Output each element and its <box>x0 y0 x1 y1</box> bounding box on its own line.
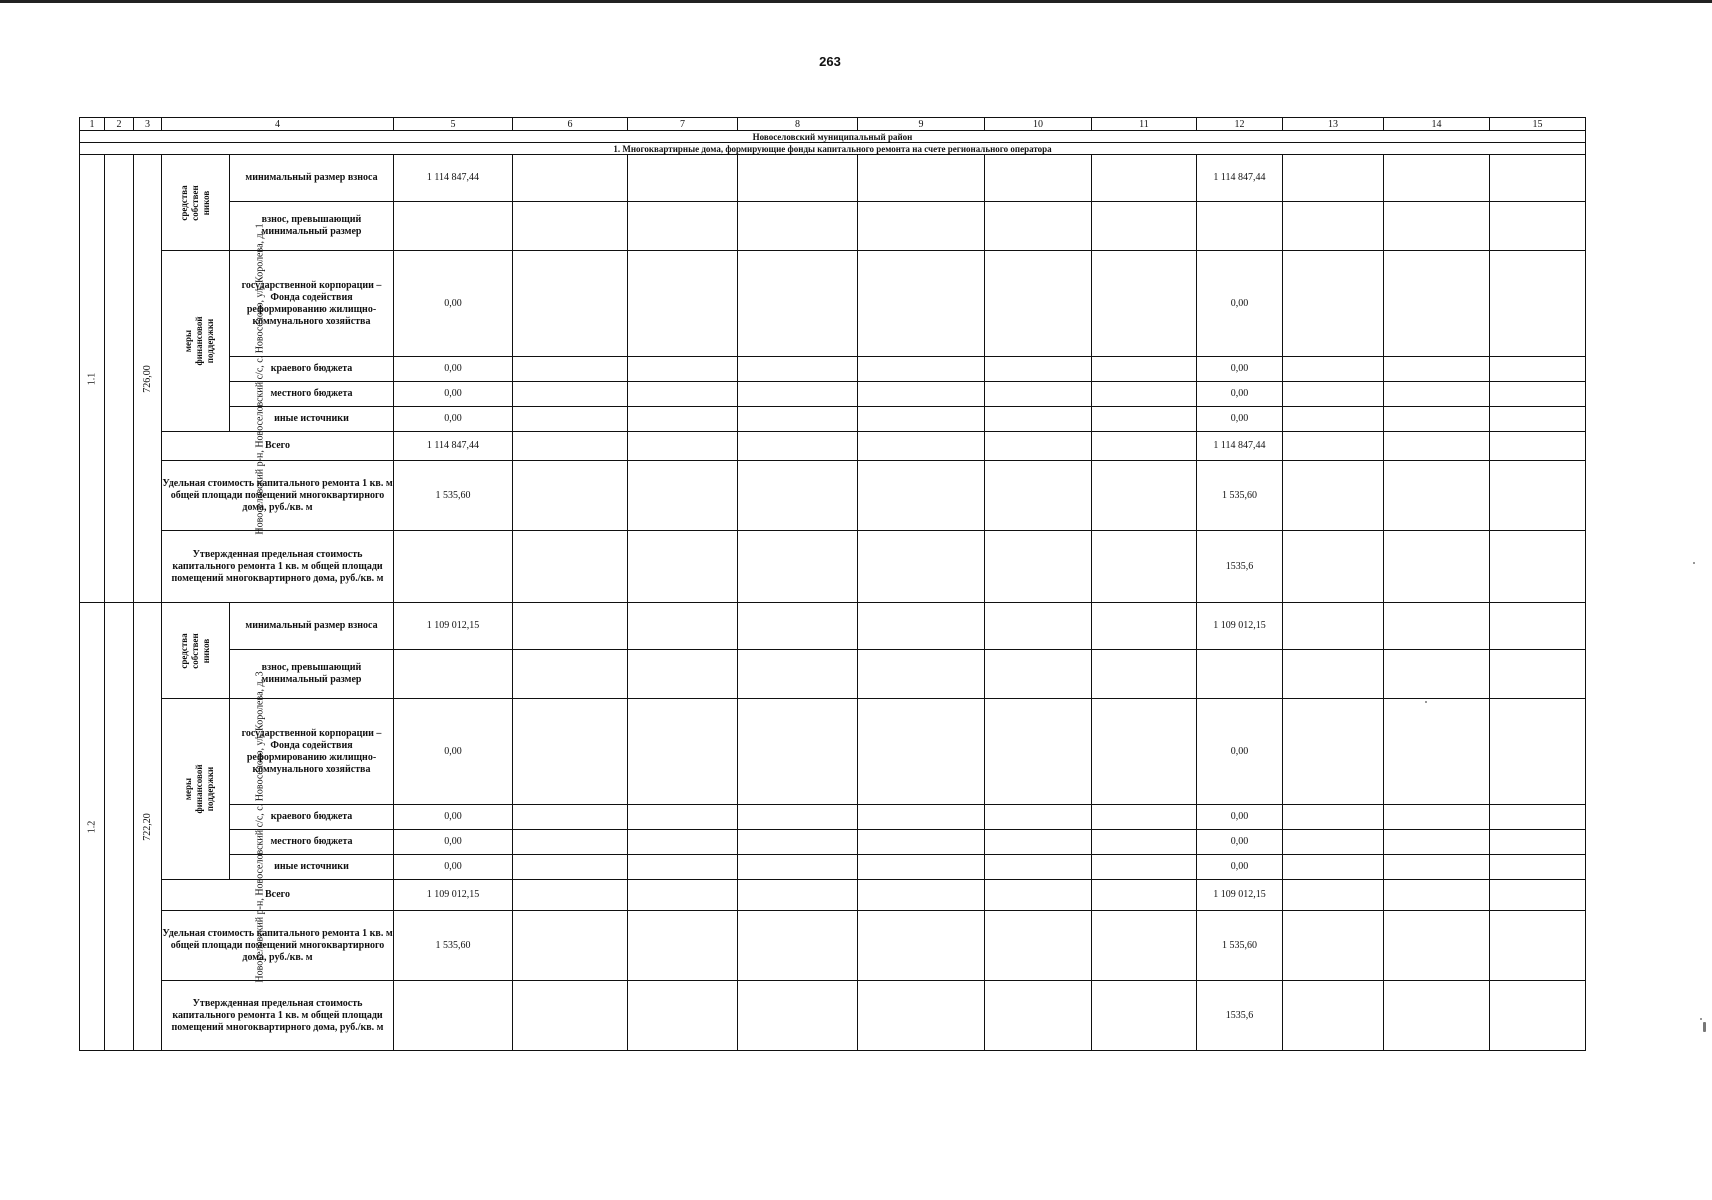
scan-speck <box>1693 562 1695 564</box>
table-row <box>80 155 1586 202</box>
table-row <box>80 830 1586 855</box>
row-label-other: иные источники <box>230 407 394 432</box>
col-num: 1 <box>80 118 105 131</box>
page-number: 263 <box>819 54 841 69</box>
group-owner-funds: средства собствен ников <box>162 603 230 699</box>
table-row <box>80 805 1586 830</box>
block-area: 726,00 <box>134 155 162 603</box>
col-num: 3 <box>134 118 162 131</box>
table-row <box>80 461 1586 531</box>
row-label-local: местного бюджета <box>230 382 394 407</box>
cell-value: 0,00 <box>394 805 513 830</box>
row-label-regional: краевого бюджета <box>230 357 394 382</box>
cell-value: 0,00 <box>1197 855 1283 880</box>
table-row <box>80 407 1586 432</box>
cell-value: 0,00 <box>1197 407 1283 432</box>
scan-top-edge <box>0 0 1712 3</box>
group-support: меры финансовой поддержки <box>162 251 230 432</box>
col-num: 11 <box>1092 118 1197 131</box>
block-number: 1.2 <box>80 603 105 1051</box>
cell-value: 0,00 <box>394 251 513 357</box>
scan-speck <box>1700 1018 1702 1020</box>
cell-value: 0,00 <box>394 357 513 382</box>
table-row <box>80 382 1586 407</box>
section-title: 1. Многоквартирные дома, формирующие фонды капитального ремонта на счете регионального оператора <box>80 143 1586 155</box>
cell-value: 0,00 <box>1197 357 1283 382</box>
row-label-over-fee: взнос, превышающий минимальный размер <box>230 202 394 251</box>
scan-speck <box>1703 1022 1706 1032</box>
col-num: 14 <box>1384 118 1490 131</box>
cell-value: 0,00 <box>1197 830 1283 855</box>
group-support: меры финансовой поддержки <box>162 699 230 880</box>
cell-value: 0,00 <box>1197 805 1283 830</box>
scan-speck <box>1425 701 1427 703</box>
cell-value: 0,00 <box>394 407 513 432</box>
table-row <box>80 357 1586 382</box>
block-address: Новоселовский р-н, Новоселовский с/с, с. Новоселово, ул. Королева, д. 3 <box>105 603 134 1051</box>
table-row <box>80 699 1586 805</box>
col-num: 13 <box>1283 118 1384 131</box>
cell-value: 1 109 012,15 <box>394 603 513 650</box>
row-label-state-corp: государственной корпорации – Фонда содействия реформированию жилищно-коммунального хозяйства <box>230 251 394 357</box>
cell-value: 1 114 847,44 <box>394 432 513 461</box>
cell-value: 1 535,60 <box>394 461 513 531</box>
cell-value: 1535,6 <box>1197 531 1283 603</box>
table-row <box>80 603 1586 650</box>
row-label-total: Всего <box>162 880 394 911</box>
col-num: 4 <box>162 118 394 131</box>
cell-value: 1 109 012,15 <box>394 880 513 911</box>
cell-value: 0,00 <box>394 382 513 407</box>
column-number-row <box>80 118 1586 131</box>
block-number: 1.1 <box>80 155 105 603</box>
col-num: 15 <box>1490 118 1586 131</box>
cell-value: 0,00 <box>1197 251 1283 357</box>
col-num: 9 <box>858 118 985 131</box>
col-num: 5 <box>394 118 513 131</box>
cell-value: 1 109 012,15 <box>1197 880 1283 911</box>
table-row <box>80 432 1586 461</box>
cell-value: 0,00 <box>394 855 513 880</box>
capital-repair-table <box>79 117 1586 1051</box>
cell-value: 1 114 847,44 <box>1197 432 1283 461</box>
cell-value: 1 535,60 <box>394 911 513 981</box>
row-label-unit-cost: Удельная стоимость капитального ремонта 1 кв. м общей площади помещений многоквартирного дома, руб./кв. м <box>162 911 394 981</box>
cell-value: 1 114 847,44 <box>394 155 513 202</box>
row-label-limit-cost: Утвержденная предельная стоимость капитального ремонта 1 кв. м общей площади помещений многоквартирного дома, руб./кв. м <box>162 981 394 1051</box>
block-address: Новоселовский р-н, Новоселовский с/с, с. Новоселово, ул. Королева, д. 1 <box>105 155 134 603</box>
row-label-limit-cost: Утвержденная предельная стоимость капитального ремонта 1 кв. м общей площади помещений многоквартирного дома, руб./кв. м <box>162 531 394 603</box>
cell-value: 0,00 <box>1197 699 1283 805</box>
row-label-over-fee: взнос, превышающий минимальный размер <box>230 650 394 699</box>
row-label-regional: краевого бюджета <box>230 805 394 830</box>
cell-value: 1 114 847,44 <box>1197 155 1283 202</box>
district-row <box>80 131 1586 143</box>
row-label-min-fee: минимальный размер взноса <box>230 155 394 202</box>
table-row <box>80 911 1586 981</box>
row-label-min-fee: минимальный размер взноса <box>230 603 394 650</box>
row-label-unit-cost: Удельная стоимость капитального ремонта 1 кв. м общей площади помещений многоквартирного дома, руб./кв. м <box>162 461 394 531</box>
row-label-state-corp: государственной корпорации – Фонда содействия реформированию жилищно-коммунального хозяйства <box>230 699 394 805</box>
cell-value: 1 109 012,15 <box>1197 603 1283 650</box>
table-row <box>80 981 1586 1051</box>
col-num: 7 <box>628 118 738 131</box>
cell-value: 1 535,60 <box>1197 461 1283 531</box>
cell-value: 1535,6 <box>1197 981 1283 1051</box>
section-row <box>80 143 1586 155</box>
table-row <box>80 251 1586 357</box>
cell-value: 0,00 <box>1197 382 1283 407</box>
col-num: 6 <box>513 118 628 131</box>
table-row <box>80 650 1586 699</box>
table-row <box>80 202 1586 251</box>
row-label-total: Всего <box>162 432 394 461</box>
col-num: 8 <box>738 118 858 131</box>
row-label-local: местного бюджета <box>230 830 394 855</box>
col-num: 2 <box>105 118 134 131</box>
cell-value: 0,00 <box>394 830 513 855</box>
table-row <box>80 880 1586 911</box>
cell-value: 0,00 <box>394 699 513 805</box>
cell-value: 1 535,60 <box>1197 911 1283 981</box>
district-title: Новоселовский муниципальный район <box>80 131 1586 143</box>
col-num: 12 <box>1197 118 1283 131</box>
group-owner-funds: средства собствен ников <box>162 155 230 251</box>
block-area: 722,20 <box>134 603 162 1051</box>
table-row <box>80 855 1586 880</box>
table-row <box>80 531 1586 603</box>
row-label-other: иные источники <box>230 855 394 880</box>
col-num: 10 <box>985 118 1092 131</box>
